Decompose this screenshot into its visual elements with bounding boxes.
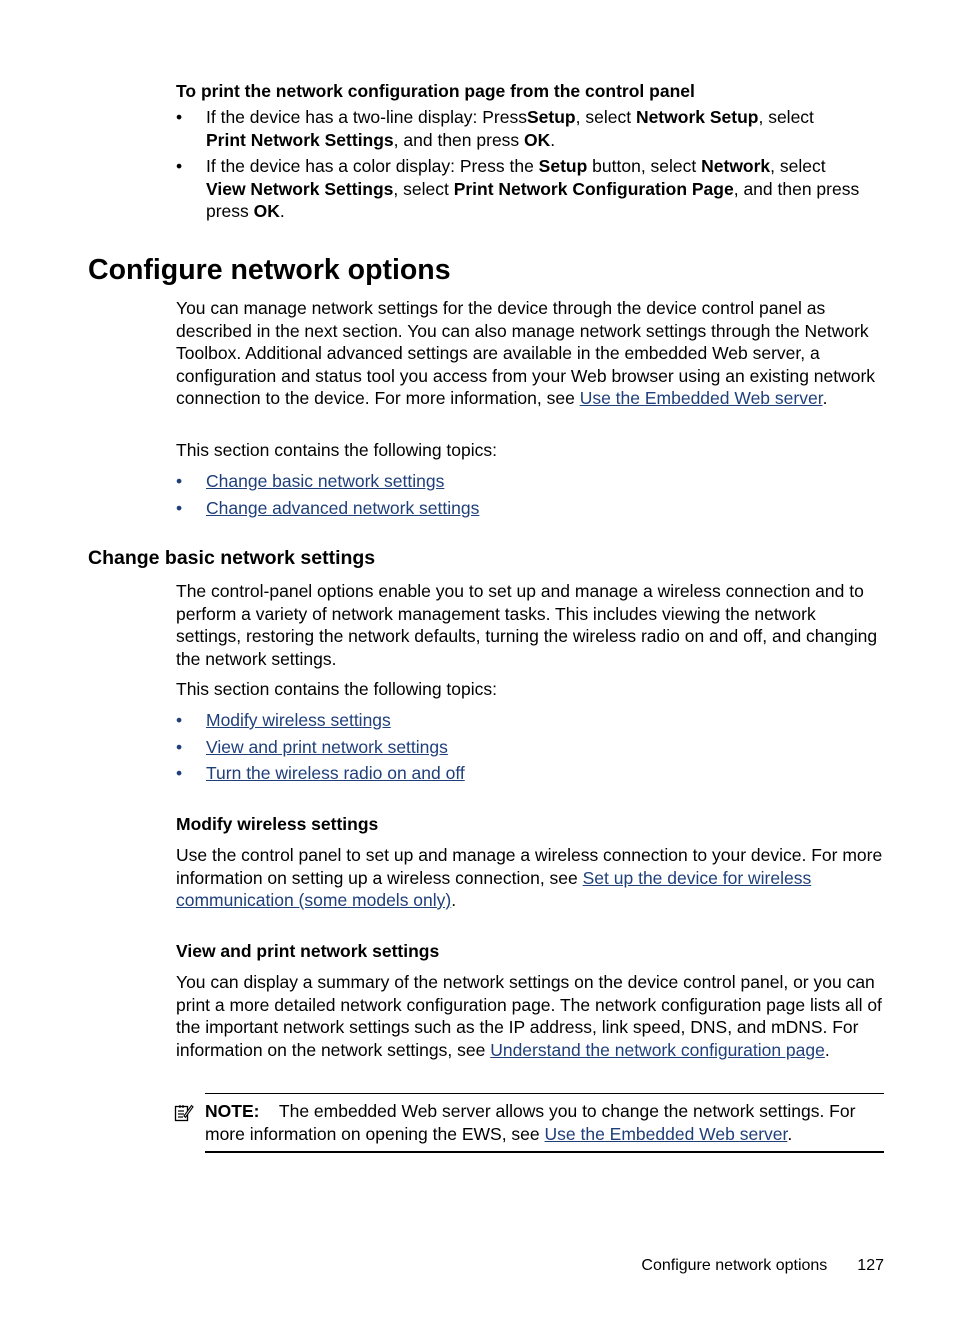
bullet-marker: • (176, 156, 183, 176)
page-footer (641, 1256, 884, 1276)
basic-body: The control-panel options enable you to set up and manage a wireless connection and to perform a variety of network management tasks. This includes viewing the network settings, restoring the network defaults, turning the wireless radio on and off, and changing the network settings. (176, 581, 878, 669)
modify-section (176, 813, 884, 912)
configure-topics-list (176, 470, 884, 523)
setup-wireless-link[interactable]: Set up the device for wireless communication (some models only) (176, 867, 812, 910)
list-item (176, 497, 884, 520)
procedure-steps (176, 106, 884, 223)
list-item (176, 470, 884, 493)
link-change-basic[interactable]: Change basic network settings (206, 471, 445, 491)
view-body: You can display a summary of the network settings on the device control panel, or you can print a more detailed network configuration page. The network configuration page lists all of the important network settings such as the IP address, link speed, DNS, and mDNS. For information on the network settings, see Understand the network configuration page. (176, 972, 882, 1060)
bullet-marker: • (176, 107, 183, 127)
note-box (205, 1093, 884, 1153)
procedure-step-color: • If the device has a color display: Press the Setup button, select Network, select View Network Settings, select Print Network Configuration Page, and then press press OK. (176, 156, 860, 221)
procedure-title: To print the network configuration page from the control panel (176, 81, 695, 101)
note-text: NOTE: The embedded Web server allows you to change the network settings. For more information on opening the EWS, see Use the Embedded Web server. (205, 1101, 856, 1144)
subsection-heading-view: View and print network settings (176, 941, 440, 961)
link-view-print[interactable]: View and print network settings (206, 736, 448, 757)
note-icon (174, 1103, 194, 1123)
bullet-marker: • (176, 736, 183, 757)
configure-topics-intro: This section contains the following topics: (176, 440, 497, 460)
list-item (176, 709, 884, 732)
link-wireless-radio[interactable]: Turn the wireless radio on and off (206, 763, 465, 783)
use-ews-link[interactable]: Use the Embedded Web server (579, 388, 823, 408)
note-label: NOTE: (205, 1101, 260, 1121)
modify-body: Use the control panel to set up and manage a wireless connection to your device. For more information on setting up a wireless connection, see Set up the device for wireless communication (some models only). (176, 845, 883, 910)
list-item (176, 736, 884, 759)
basic-topics-intro: This section contains the following topics: (176, 679, 497, 699)
bullet-marker: • (176, 710, 183, 730)
page-heading: Configure network options (88, 254, 451, 286)
section-heading-basic: Change basic network settings (88, 547, 376, 569)
understand-config-link[interactable]: Understand the network configuration page (490, 1039, 825, 1060)
bullet-marker: • (176, 471, 183, 491)
basic-topics-list (176, 709, 884, 789)
procedure-step-two-line: • If the device has a two-line display: PressSetup, select Network Setup, select Print Network Settings, and then press OK. (176, 107, 814, 150)
configure-intro: You can manage network settings for the device through the device control panel as described in the next section. You can also manage network settings through the Network Toolbox. Additional advanced settings are available in the embedded Web server, a configuration and status tool you access from your Web browser using an existing network connection to the device. For more information, see Use the Embedded Web server. (176, 298, 876, 408)
bullet-marker: • (176, 497, 183, 518)
link-modify-wireless[interactable]: Modify wireless settings (206, 710, 391, 730)
footer-section-title: Configure network options (641, 1257, 828, 1274)
note-ews-link[interactable]: Use the Embedded Web server (544, 1123, 788, 1144)
list-item (176, 762, 884, 785)
page-number: 127 (857, 1257, 884, 1274)
bullet-marker: • (176, 763, 183, 783)
view-section (176, 940, 884, 1061)
link-change-advanced[interactable]: Change advanced network settings (206, 497, 480, 518)
subsection-heading-modify: Modify wireless settings (176, 814, 379, 834)
